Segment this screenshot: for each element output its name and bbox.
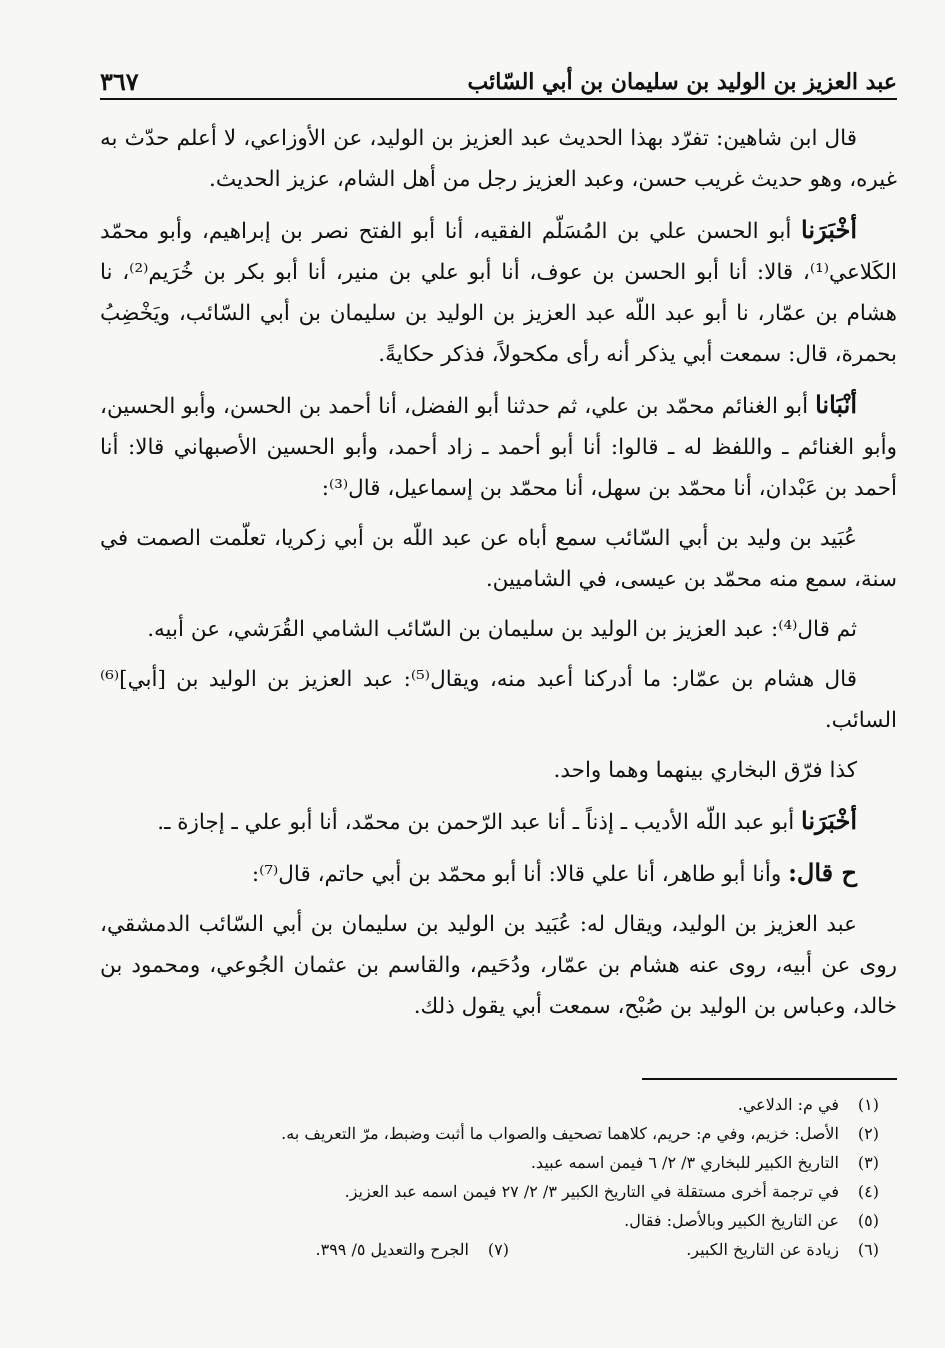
footnotes: [100, 1090, 897, 1264]
header-rule: [100, 98, 897, 100]
page-number: ٣٦٧: [100, 67, 139, 96]
paragraph: أخْبَرَنا أبو عبد اللّه الأديب ـ إذناً ـ أنا عبد الرّحمن بن محمّد، أنا أبو علي ـ إجازة ـ.: [157, 806, 857, 835]
paragraph: ح قال: وأنا أبو طاهر، أنا علي قالا: أنا أبو محمّد بن أبي حاتم، قال⁽⁷⁾:: [251, 858, 857, 887]
footnote: (٢) الأصل: خزيم، وفي م: حريم، كلاهما تصحيف والصواب ما أثبت وضبط، مرّ التعريف به.: [281, 1124, 879, 1143]
footnote-rule: [642, 1078, 897, 1080]
footnote: (٦) زيادة عن التاريخ الكبير.: [686, 1240, 879, 1259]
footnote: (٧) الجرح والتعديل ٥/ ٣٩٩.: [315, 1240, 509, 1259]
footnote: (٣) التاريخ الكبير للبخاري ٣/ ٢/ ٦ فيمن اسمه عبيد.: [530, 1153, 879, 1172]
paragraph-lead: أخْبَرَنا: [801, 806, 857, 835]
paragraph: ثم قال⁽⁴⁾: عبد العزيز بن الوليد بن سليمان بن السّائب الشامي القُرَشي، عن أبيه.: [147, 617, 857, 642]
page-header: [100, 64, 897, 100]
paragraph: كذا فرّق البخاري بينهما وهما واحد.: [553, 758, 857, 783]
footnote-row: [100, 1235, 897, 1264]
paragraph: قال ابن شاهين: تفرّد بهذا الحديث عبد العزيز بن الوليد، عن الأوزاعي، لا أعلم حدّث به غيره، وهو حديث غريب حسن، وعبد العزيز رجل من أهل الشام، عزيز الحديث.: [100, 126, 897, 192]
paragraph-lead: ح قال:: [788, 858, 857, 887]
running-title: عبد العزيز بن الوليد بن سليمان بن أبي السّائب: [467, 69, 897, 95]
footnote: (١) في م: الدلاعي.: [737, 1095, 879, 1114]
footnote: (٥) عن التاريخ الكبير وبالأصل: فقال.: [624, 1211, 879, 1230]
paragraph: عُبَيد بن وليد بن أبي السّائب سمع أباه عن عبد اللّه بن أبي زكريا، تعلّمت الصمت في سنة، سمع منه محمّد بن عيسى، في الشاميين.: [100, 526, 897, 592]
paragraph: قال هشام بن عمّار: ما أدركنا أعبد منه، ويقال⁽⁵⁾: عبد العزيز بن الوليد بن [أبي]⁽⁶⁾ السائب.: [100, 667, 897, 733]
paragraph: عبد العزيز بن الوليد، ويقال له: عُبَيد بن الوليد بن سليمان بن أبي السّائب الدمشقي، روى عن أبيه، روى عنه هشام بن عمّار، ودُحَيم، والقاسم بن عثمان الجُوعي، ومحمود بن خالد، وعباس بن الوليد بن صُبْح، سمعت أبي يقول ذلك.: [100, 912, 897, 1019]
footnote: (٤) في ترجمة أخرى مستقلة في التاريخ الكبير ٣/ ٢/ ٢٧ فيمن اسمه عبد العزيز.: [344, 1182, 879, 1201]
main-text: [100, 118, 897, 1036]
paragraph-lead: أخْبَرَنا: [801, 215, 857, 244]
paragraph-lead: أنْبَانا: [815, 390, 857, 419]
paragraph: أنْبَانا أبو الغنائم محمّد بن علي، ثم حدثنا أبو الفضل، أنا أحمد بن الحسن، وأبو الحسين، وأبو الغنائم ـ واللفظ له ـ قالوا: أنا أبو أحمد ـ زاد أحمد، وأبو الحسين الأصبهاني قالا: أنا أحمد بن عَبْدان، أنا محمّد بن سهل، أنا محمّد بن إسماعيل، قال⁽³⁾:: [100, 390, 897, 501]
paragraph: أخْبَرَنا أبو الحسن علي بن المُسَلّم الفقيه، أنا أبو الفتح نصر بن إبراهيم، وأبو محمّد الكَلاعي⁽¹⁾، قالا: أنا أبو الحسن بن عوف، أنا أبو علي بن منير، أنا أبو بكر بن خُرَيم⁽²⁾، نا هشام بن عمّار، نا أبو عبد اللّه عبد العزيز بن الوليد بن سليمان بن أبي السّائب، ويَخْضِبُ بحمرة، قال: سمعت أبي يذكر أنه رأى مكحولاً، فذكر حكايةً.: [100, 215, 898, 367]
